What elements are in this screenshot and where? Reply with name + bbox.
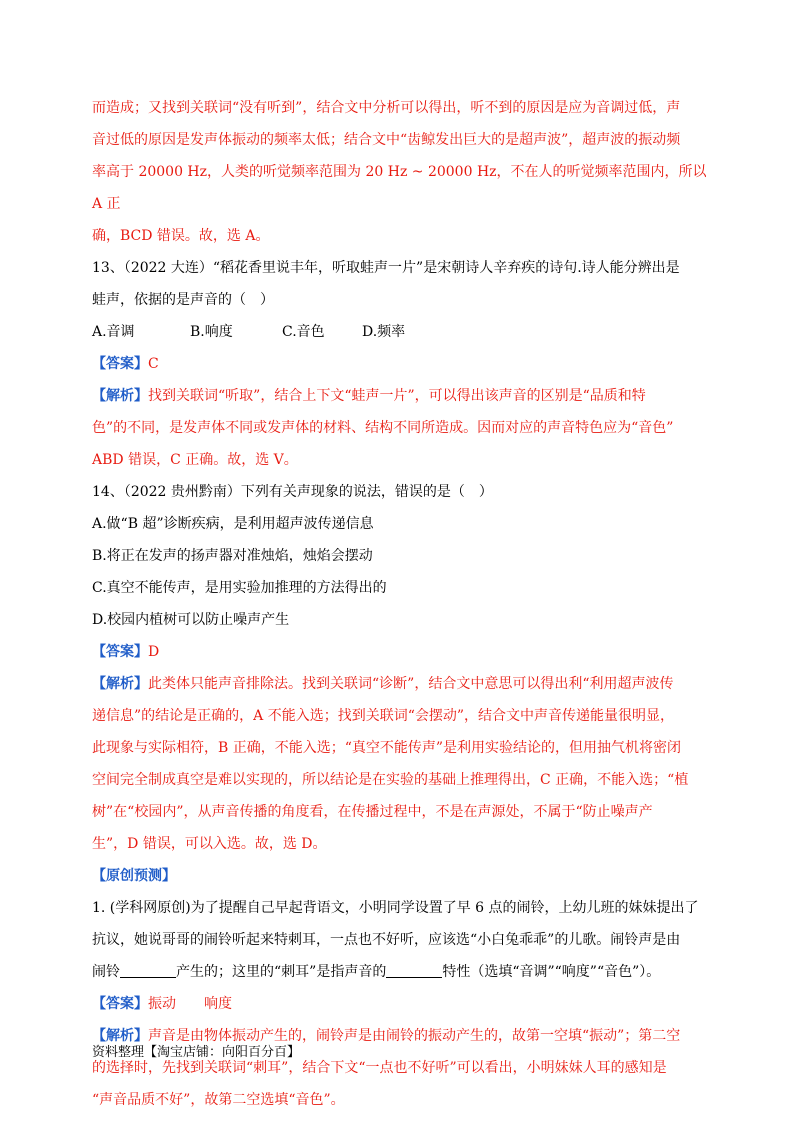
q13-option-d: D.频率 [362,324,406,340]
q14-analysis-line-5: 树”在“校园内”，从声音传播的角度看，在传播过程中，不是在声源处，不属于“防止噪声产 [92,804,653,820]
question-1-prediction [92,892,714,1116]
q13-analysis-line-2: 色”的不同，是发声体不同或发声体的材料、结构不同所造成。因而对应的声音特色应为“音色” [92,420,674,436]
q13-stem-line-2: 蛙声，依据的是声音的（ ） [92,292,274,308]
q14-analysis-line-1 [92,668,714,700]
answer-value: 振动 响度 [148,996,232,1012]
q13-stem-line-1: 13、（2022 大连）“稻花香里说丰年，听取蛙声一片”是宋朝诗人辛弃疾的诗句.诗人能分辨出是 [92,260,680,276]
q14-answer [92,636,714,668]
q13-option-a: A.音调 [92,324,135,340]
analysis-label: 【解析】 [92,676,148,692]
q1-line-3-part-c: 特性（选填“音调”“响度”“音色”）。 [442,964,661,980]
q14-option-b: B.将正在发声的扬声器对准烛焰，烛焰会摆动 [92,548,373,564]
q1-analysis-line-3: “声音品质不好”，故第二空选填“音色”。 [92,1092,345,1108]
q1-line-3-part-b: 产生的；这里的“刺耳”是指声音的 [176,964,387,980]
q13-option-c: C.音色 [282,324,325,340]
intro-line-4: 确，BCD 错误。故，选 A。 [92,228,270,244]
q14-option-d: D.校园内植树可以防止噪声产生 [92,612,290,628]
intro-line-3: 率高于 20000 Hz，人类的听觉频率范围为 20 Hz ~ 20000 Hz，不在人的听觉频率范围内，所以 A 正 [92,164,707,212]
answer-value: C [148,356,159,372]
intro-line-1: 而造成；又找到关联词“没有听到”，结合文中分析可以得出，听不到的原因是应为音调过低，声 [92,100,681,116]
intro-line-2: 音过低的原因是发声体振动的频率太低；结合文中“齿鲸发出巨大的是超声波”，超声波的振动频 [92,132,681,148]
answer-label: 【答案】 [92,356,148,372]
q13-option-b: B.响度 [190,324,233,340]
q13-options [92,316,714,348]
answer-label: 【答案】 [92,644,148,660]
answer-value: D [148,644,160,660]
analysis-text: 找到关联词“听取”，结合上下文“蛙声一片”，可以得出该声音的区别是“品质和特 [148,388,646,404]
q13-analysis-line-3: ABD 错误，C 正确。故，选 V。 [92,452,298,468]
q1-line-3-part-a: 闹铃 [92,964,120,980]
q14-stem: 14、（2022 贵州黔南）下列有关声现象的说法，错误的是（ ） [92,484,493,500]
q13-analysis-line-1 [92,380,714,412]
document-body [92,92,714,1116]
q13-answer [92,348,714,380]
q14-option-a: A.做“B 超”诊断疾病，是利用超声波传递信息 [92,516,374,532]
q14-option-c: C.真空不能传声，是用实验加推理的方法得出的 [92,580,387,596]
q14-analysis-line-3: 此现象与实际相符，B 正确，不能入选；“真空不能传声”是利用实验结论的，但用抽气机将密闭 [92,740,682,756]
q1-answer [92,988,714,1020]
question-14 [92,476,714,860]
section-title: 【原创预测】 [92,868,176,884]
question-13 [92,252,714,476]
intro-analysis [92,92,714,252]
fill-blank-1 [120,961,176,978]
analysis-text: 声音是由物体振动产生的，闹铃声是由闹铃的振动产生的，故第一空填“振动”；第二空 [148,1028,681,1044]
q1-analysis-line-2: 的选择时，先找到关联词“刺耳”，结合下文“一点也不好听”可以看出，小明妹妹人耳的感知是 [92,1060,667,1076]
analysis-label: 【解析】 [92,388,148,404]
answer-label: 【答案】 [92,996,148,1012]
analysis-text: 此类体只能声音排除法。找到关联词“诊断”，结合文中意思可以得出利“利用超声波传 [148,676,674,692]
q14-analysis-line-6: 生”，D 错误，可以入选。故，选 D。 [92,836,327,852]
fill-blank-2 [386,961,442,978]
q1-line-1: 1. (学科网原创)为了提醒自己早起背语文，小明同学设置了早 6 点的闹铃，上幼儿班的妹妹提出了 [92,900,699,916]
q1-line-3 [92,956,714,988]
q14-analysis-line-2: 递信息”的结论是正确的，A 不能入选；找到关联词“会摆动”，结合文中声音传递能量很明显， [92,708,675,724]
analysis-label: 【解析】 [92,1028,148,1044]
q1-line-2: 抗议，她说哥哥的闹铃听起来特刺耳，一点也不好听，应该选“小白兔乖乖”的儿歌。闹铃声是由 [92,932,681,948]
q14-analysis-line-4: 空间完全制成真空是难以实现的，所以结论是在实验的基础上推理得出，C 正确，不能入选；“植 [92,772,689,788]
page-footer: 资料整理【淘宝店铺：向阳百分百】 [92,1045,301,1060]
